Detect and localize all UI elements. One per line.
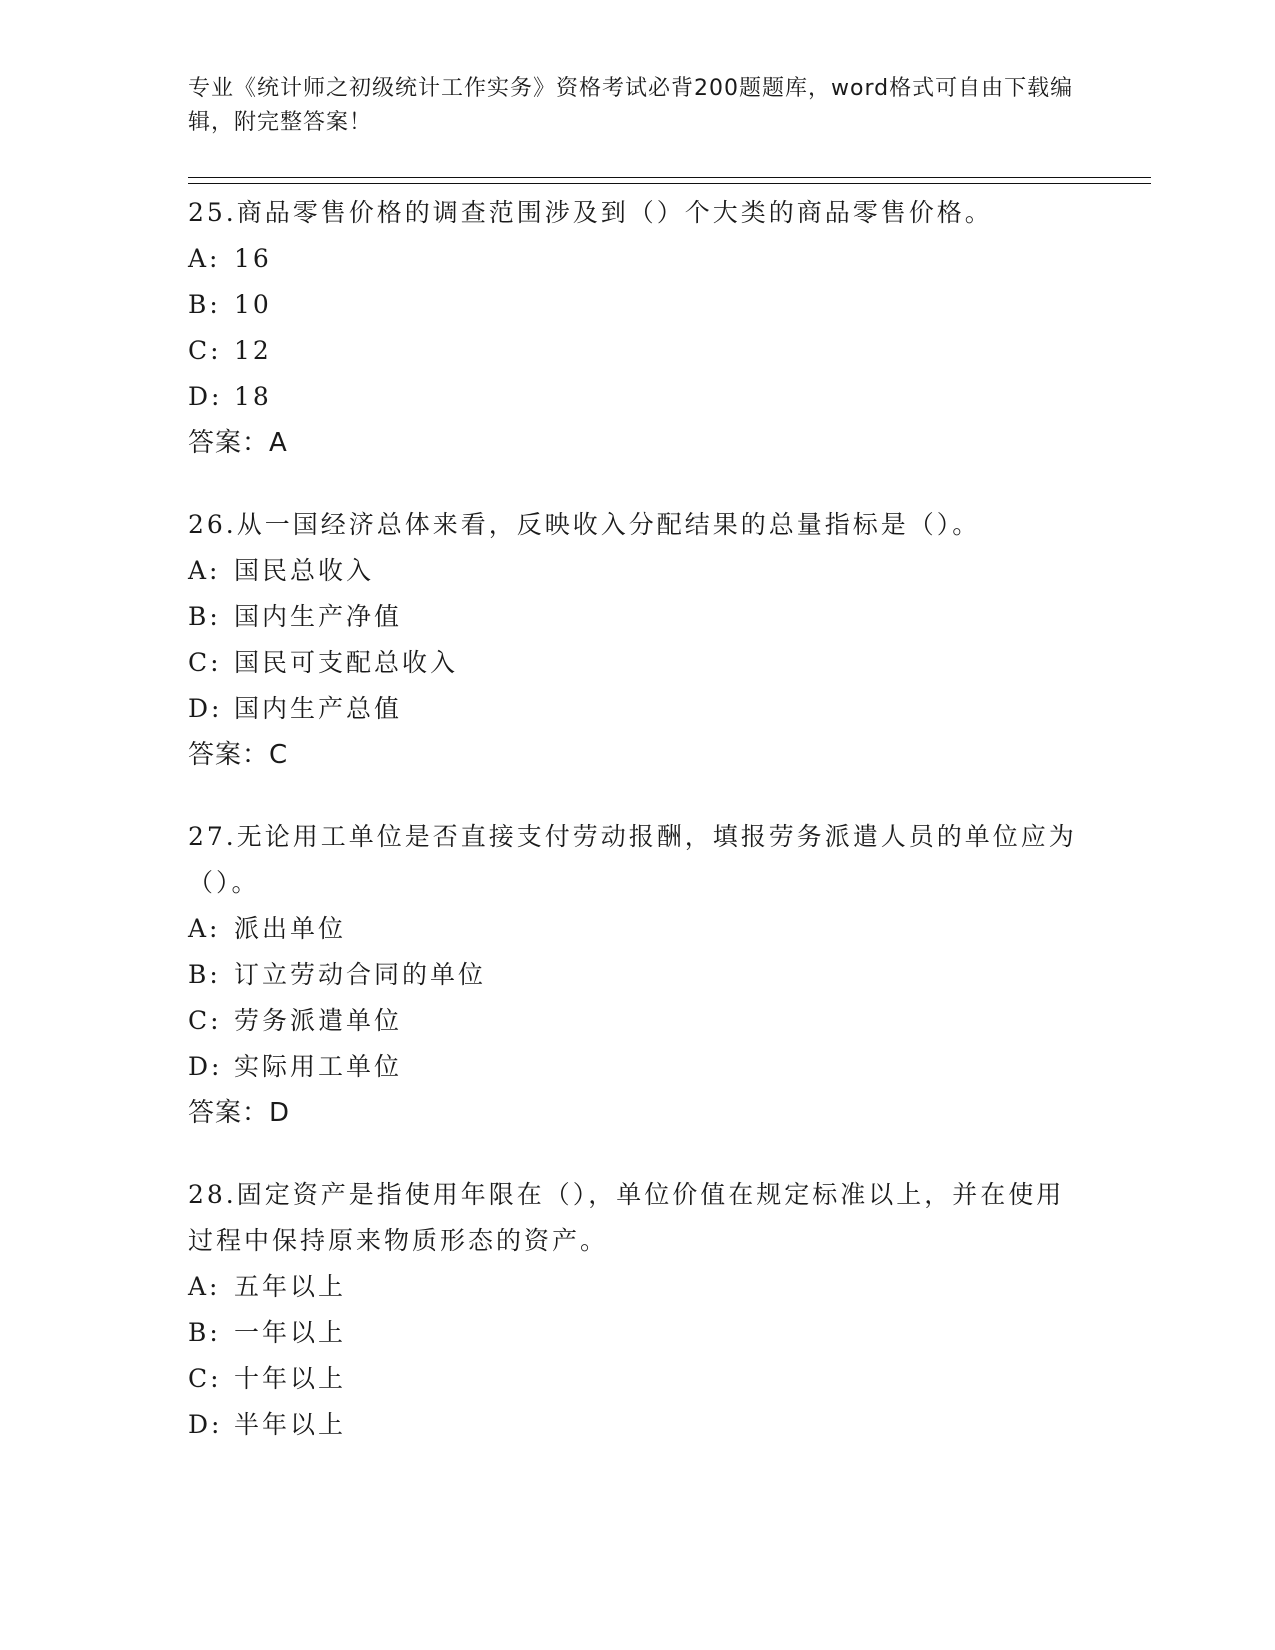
question-26: [188, 502, 1088, 778]
question-25: [188, 190, 1088, 466]
question-27: [188, 814, 1088, 1136]
option-c: [188, 1356, 1088, 1402]
option-letter: A:: [188, 244, 221, 273]
option-a: [188, 236, 1088, 282]
option-text: 12: [234, 336, 272, 365]
option-d: [188, 1402, 1088, 1448]
answer: 答案：C: [188, 740, 289, 770]
option-text: 订立劳动合同的单位: [234, 960, 487, 989]
question-28: [188, 1172, 1088, 1448]
option-b: [188, 594, 1088, 640]
option-text: 十年以上: [234, 1364, 347, 1393]
option-text: 一年以上: [234, 1318, 347, 1347]
option-letter: C:: [188, 1364, 222, 1393]
option-letter: D:: [188, 694, 223, 723]
answer: 答案：A: [188, 428, 288, 458]
option-text: 派出单位: [234, 914, 347, 943]
option-d: [188, 1044, 1088, 1090]
option-b: [188, 1310, 1088, 1356]
question-text: 26.从一国经济总体来看，反映收入分配结果的总量指标是（）。: [188, 510, 981, 539]
option-c: [188, 998, 1088, 1044]
option-a: [188, 906, 1088, 952]
option-d: [188, 374, 1088, 420]
option-letter: C:: [188, 336, 222, 365]
question-text: 27.无论用工单位是否直接支付劳动报酬，填报劳务派遣人员的单位应为（）。: [188, 822, 1077, 897]
option-b: [188, 282, 1088, 328]
option-letter: C:: [188, 1006, 222, 1035]
question-text: 28.固定资产是指使用年限在（），单位价值在规定标准以上，并在使用过程中保持原来物质形态的资产。: [188, 1180, 1065, 1255]
option-text: 半年以上: [234, 1410, 347, 1439]
option-d: [188, 686, 1088, 732]
option-letter: D:: [188, 1410, 223, 1439]
option-b: [188, 952, 1088, 998]
header-rule-bottom: [188, 183, 1151, 184]
option-letter: A:: [188, 1272, 221, 1301]
option-letter: A:: [188, 556, 221, 585]
option-text: 18: [234, 382, 272, 411]
option-text: 10: [234, 290, 272, 319]
document-header: 专业《统计师之初级统计工作实务》资格考试必背200题题库，word格式可自由下载编辑，附完整答案！: [188, 76, 1074, 135]
option-text: 国民总收入: [234, 556, 375, 585]
option-text: 实际用工单位: [234, 1052, 403, 1081]
option-c: [188, 640, 1088, 686]
option-a: [188, 548, 1088, 594]
option-letter: B:: [188, 290, 221, 319]
option-letter: D:: [188, 382, 223, 411]
option-a: [188, 1264, 1088, 1310]
option-c: [188, 328, 1088, 374]
option-text: 国民可支配总收入: [234, 648, 459, 677]
option-text: 国内生产净值: [234, 602, 403, 631]
question-list: [188, 190, 1088, 1484]
option-text: 国内生产总值: [234, 694, 403, 723]
question-text: 25.商品零售价格的调查范围涉及到（）个大类的商品零售价格。: [188, 198, 993, 227]
header-rule-top: [188, 177, 1151, 178]
option-text: 五年以上: [234, 1272, 347, 1301]
option-letter: D:: [188, 1052, 223, 1081]
option-letter: B:: [188, 1318, 221, 1347]
option-text: 劳务派遣单位: [234, 1006, 403, 1035]
option-letter: B:: [188, 960, 221, 989]
option-text: 16: [234, 244, 272, 273]
option-letter: C:: [188, 648, 222, 677]
option-letter: A:: [188, 914, 221, 943]
answer: 答案：D: [188, 1098, 291, 1128]
option-letter: B:: [188, 602, 221, 631]
